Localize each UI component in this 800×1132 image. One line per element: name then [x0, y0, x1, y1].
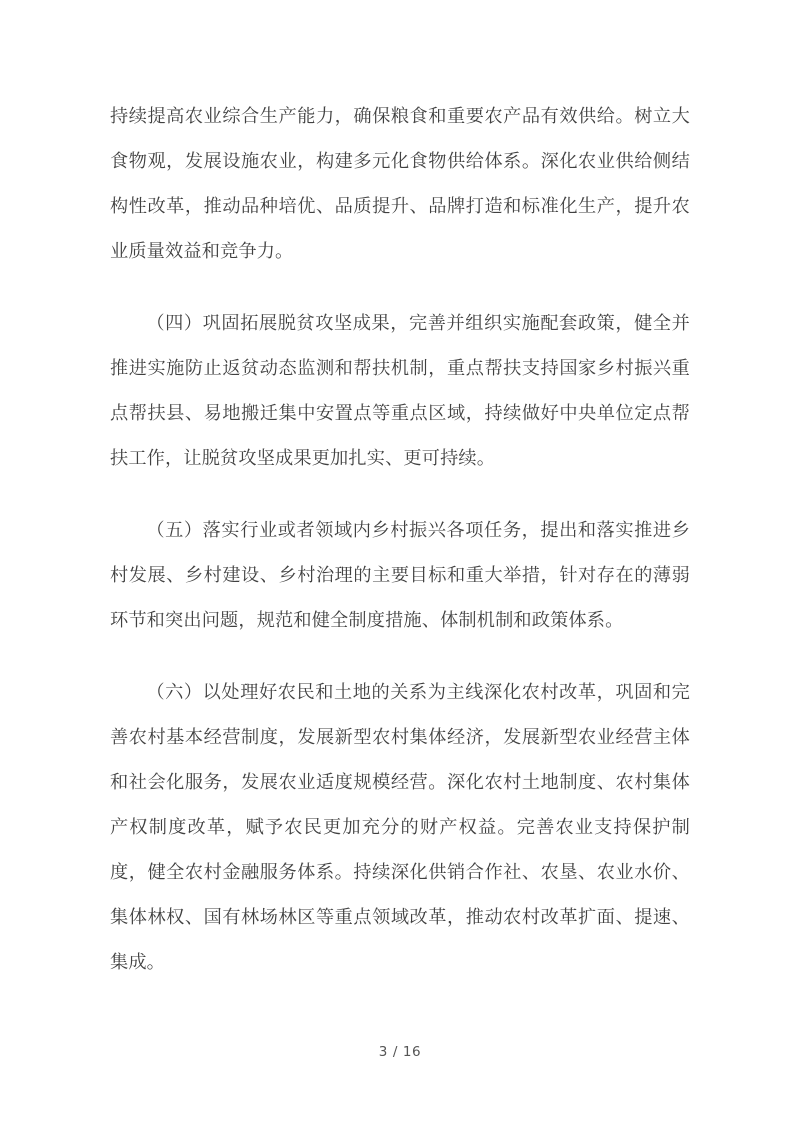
- page-number-footer: 3 / 16: [378, 1044, 422, 1060]
- paragraph-item-5: （五）落实行业或者领域内乡村振兴各项任务，提出和落实推进乡村发展、乡村建设、乡村治理的主要目标和重大举措，针对存在的薄弱环节和突出问题，规范和健全制度措施、体制机制和政策体系。: [110, 520, 690, 631]
- paragraph-item-4: （四）巩固拓展脱贫攻坚成果，完善并组织实施配套政策，健全并推进实施防止返贫动态监测和帮扶机制，重点帮扶支持国家乡村振兴重点帮扶县、易地搬迁集中安置点等重点区域，持续做好中央单位定点帮扶工作，让脱贫攻坚成果更加扎实、更可持续。: [110, 313, 690, 469]
- paragraph-continuation: 持续提高农业综合生产能力，确保粮食和重要农产品有效供给。树立大食物观，发展设施农业，构建多元化食物供给体系。深化农业供给侧结构性改革，推动品种培优、品质提升、品牌打造和标准化生产，提升农业质量效益和竞争力。: [110, 106, 690, 262]
- paragraph-item-6: （六）以处理好农民和土地的关系为主线深化农村改革，巩固和完善农村基本经营制度，发展新型农村集体经济，发展新型农业经营主体和社会化服务，发展农业适度规模经营。深化农村土地制度、农村集体产权制度改革，赋予农民更加充分的财产权益。完善农业支持保护制度，健全农村金融服务体系。持续深化供销合作社、农垦、农业水价、集体林权、国有林场林区等重点领域改革，推动农村改革扩面、提速、集成。: [110, 682, 690, 973]
- document-body: [110, 94, 690, 985]
